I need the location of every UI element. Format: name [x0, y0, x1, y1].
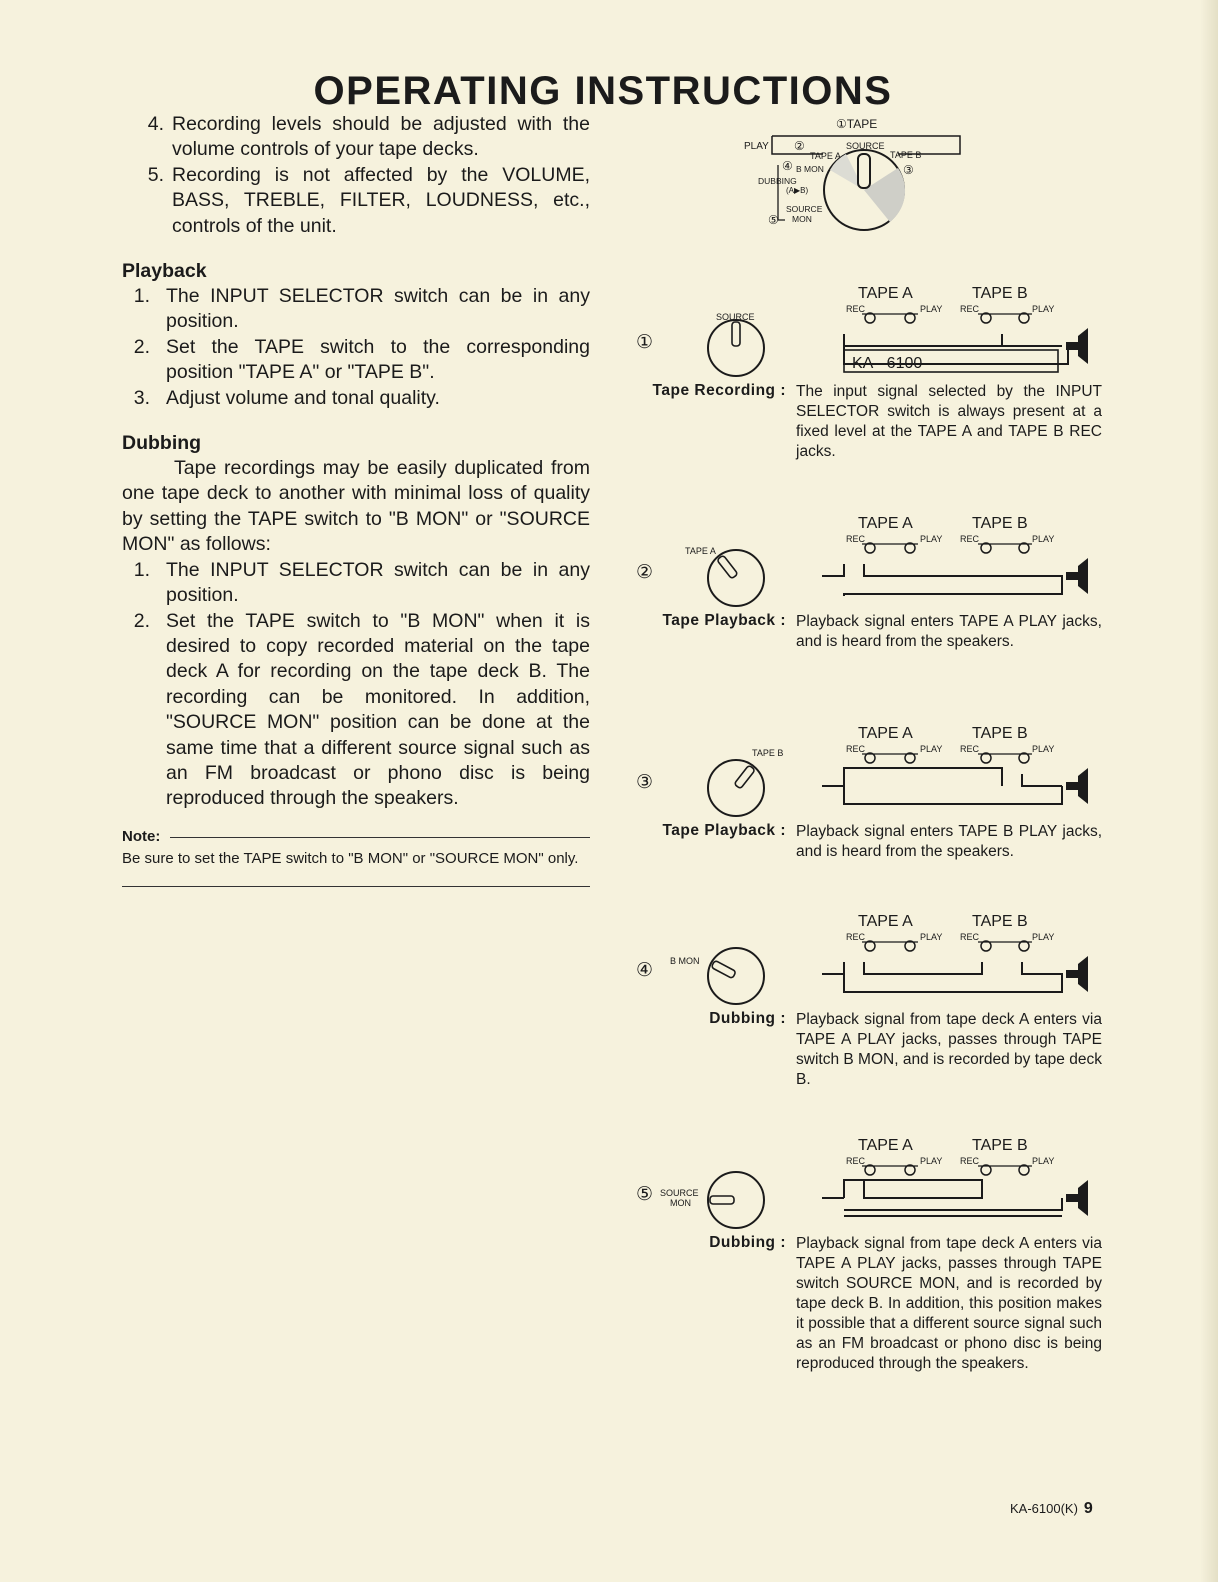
knob-pointer — [732, 322, 740, 346]
mode-label: Tape Recording : — [652, 382, 786, 399]
knob-label: SOURCE — [716, 312, 755, 322]
tape-switch-title: ①TAPE — [836, 117, 878, 131]
item-number: 4. — [147, 113, 164, 135]
rec-label: REC — [960, 534, 980, 544]
note-box — [122, 826, 590, 887]
knob-pointer — [717, 555, 738, 579]
tape-switch-diagram — [730, 112, 970, 238]
mode-marker: ③ — [636, 772, 654, 793]
mode-marker: ① — [636, 332, 654, 353]
rec-label: REC — [846, 932, 866, 942]
play-label: PLAY — [1032, 1156, 1055, 1166]
pos3-marker: ③ — [903, 163, 914, 177]
tape-b-position: TAPE B — [890, 150, 922, 160]
mode-label: Tape Playback : — [662, 822, 786, 839]
mode-description: Playback signal from tape deck A enters via TAPE A PLAY jacks, passes through TAPE switch B MON, and is recorded by tape deck B. — [796, 1011, 1102, 1088]
play-label: PLAY — [920, 744, 943, 754]
play-label: PLAY — [920, 1156, 943, 1166]
list-item — [122, 112, 590, 163]
item-text: The INPUT SELECTOR switch can be in any position. — [166, 558, 590, 607]
tape-b-label: TAPE B — [972, 725, 1028, 742]
item-number: 2. — [133, 335, 150, 358]
mode-knob — [660, 726, 784, 826]
left-column — [122, 112, 590, 887]
knob-pointer — [711, 960, 736, 978]
knob-label: TAPE A — [685, 546, 716, 556]
item-number: 3. — [133, 386, 150, 409]
source-mon-label-2: MON — [792, 214, 812, 224]
list-item — [122, 609, 590, 812]
tape-b-label: TAPE B — [972, 1137, 1028, 1154]
page-title: OPERATING INSTRUCTIONS — [313, 68, 893, 113]
item-number: 1. — [133, 285, 150, 308]
play-label: PLAY — [744, 141, 769, 152]
mode-description: Playback signal enters TAPE B PLAY jacks, and is heard from the speakers. — [796, 823, 1102, 860]
list-item — [122, 335, 590, 386]
signal-route — [822, 564, 1062, 596]
signal-path-diagram — [810, 906, 1110, 1006]
rec-label: REC — [960, 304, 980, 314]
mode-marker: ⑤ — [636, 1184, 654, 1205]
dubbing-heading: Dubbing — [122, 432, 202, 455]
mode-marker: ② — [636, 562, 654, 583]
list-item — [122, 386, 590, 411]
knob-pointer — [858, 154, 870, 188]
item-text: Recording is not affected by the VOLUME, BASS, TREBLE, FILTER, LOUDNESS, etc., controls of the unit. — [172, 163, 590, 237]
knob-circle — [708, 550, 764, 606]
knob-circle — [708, 948, 764, 1004]
item-text: Adjust volume and tonal quality. — [166, 386, 440, 409]
tape-a-label: TAPE A — [858, 725, 913, 742]
signal-route — [822, 1180, 1062, 1216]
rec-label: REC — [846, 744, 866, 754]
rec-label: REC — [960, 744, 980, 754]
knob-pointer — [710, 1196, 734, 1204]
note-header — [122, 826, 590, 848]
note-label: Note: — [122, 827, 161, 845]
source-mon-label-1: SOURCE — [786, 204, 823, 214]
mode-knob — [660, 914, 780, 1014]
list-item — [122, 163, 590, 239]
tape-b-label: TAPE B — [972, 515, 1028, 532]
mode-knob — [660, 286, 780, 386]
tape-a-label: TAPE A — [858, 285, 913, 302]
knob-label: SOURCE — [660, 1188, 699, 1198]
note-text: Be sure to set the TAPE switch to "B MON" or "SOURCE MON" only. — [122, 849, 579, 867]
speaker-icon — [1066, 956, 1088, 992]
speaker-icon — [1066, 1180, 1088, 1216]
tape-a-label: TAPE A — [858, 515, 913, 532]
signal-path-diagram — [810, 278, 1110, 378]
dubbing-bracket — [778, 165, 785, 220]
model-label: KA - 6100 — [852, 355, 923, 372]
dubbing-position: DUBBING — [758, 176, 797, 186]
b-mon-position: B MON — [796, 164, 824, 174]
rec-label: REC — [960, 1156, 980, 1166]
rec-label: REC — [846, 534, 866, 544]
rec-label: REC — [960, 932, 980, 942]
item-text: The INPUT SELECTOR switch can be in any position. — [166, 285, 590, 333]
page-number: 9 — [1083, 1500, 1093, 1517]
mode-description: Playback signal from tape deck A enters via TAPE A PLAY jacks, passes through TAPE switch SOURCE MON, and is recorded by tape deck B. In addition, this position makes it possible that a different source signal such as an FM broadcast or phono disc is being reproduced through the speakers. — [796, 1235, 1102, 1372]
note-bottom-divider — [122, 886, 590, 887]
tape-a-position: TAPE A — [810, 151, 841, 161]
tape-b-label: TAPE B — [972, 285, 1028, 302]
play-label: PLAY — [1032, 534, 1055, 544]
pos4-marker: ④ — [782, 159, 793, 173]
page-edge-shadow — [1200, 0, 1218, 1582]
note-divider — [170, 837, 590, 838]
rec-label: REC — [846, 304, 866, 314]
knob-label: B MON — [670, 956, 700, 966]
signal-path-diagram — [810, 718, 1110, 818]
speaker-icon — [1066, 558, 1088, 594]
mode-label: Dubbing : — [709, 1234, 786, 1251]
speaker-icon — [1066, 768, 1088, 804]
a-to-b-label: (A▶B) — [786, 186, 809, 195]
mode-label: Tape Playback : — [662, 612, 786, 629]
item-number: 1. — [133, 558, 150, 581]
signal-path-diagram — [810, 1130, 1110, 1230]
playback-heading: Playback — [122, 260, 207, 283]
dubbing-list — [122, 558, 590, 812]
tape-b-label: TAPE B — [972, 913, 1028, 930]
mode-label: Dubbing : — [709, 1010, 786, 1027]
pos5-marker: ⑤ — [768, 213, 779, 227]
knob-label: TAPE B — [752, 748, 784, 758]
knob-circle — [708, 760, 764, 816]
play-label: PLAY — [1032, 744, 1055, 754]
play-label: PLAY — [1032, 932, 1055, 942]
knob-pointer — [734, 765, 755, 789]
page-footer — [1010, 1500, 1093, 1518]
play-label: PLAY — [1032, 304, 1055, 314]
mode-marker: ④ — [636, 960, 654, 981]
pos2-marker: ② — [794, 139, 805, 153]
mode-description: Playback signal enters TAPE A PLAY jacks, and is heard from the speakers. — [796, 613, 1102, 650]
knob-label: MON — [670, 1198, 691, 1208]
play-label: PLAY — [920, 534, 943, 544]
play-label: PLAY — [920, 304, 943, 314]
intro-list — [122, 112, 590, 239]
item-text: Recording levels should be adjusted with the volume controls of your tape decks. — [172, 113, 590, 161]
list-item — [122, 558, 590, 609]
item-number: 2. — [133, 609, 150, 632]
footer-model: KA-6100(K) — [1010, 1501, 1078, 1516]
item-text: Set the TAPE switch to the corresponding position "TAPE A" or "TAPE B". — [166, 335, 590, 384]
speaker-icon — [1066, 328, 1088, 364]
mode-description: The input signal selected by the INPUT SELECTOR switch is always present at a fixed level at the TAPE A and TAPE B REC jacks. — [796, 383, 1102, 460]
tape-a-label: TAPE A — [858, 1137, 913, 1154]
signal-route — [822, 768, 1062, 804]
list-item — [122, 284, 590, 335]
signal-path-diagram — [810, 508, 1110, 608]
item-number: 5. — [147, 163, 164, 186]
item-text: Set the TAPE switch to "B MON" when it is desired to copy recorded material on the tape deck A for recording on the tape deck B. The recording can be monitored. In addition, "SOURCE MON" position can be done at the same time that a different source signal such as an FM broadcast or phono disc is being reproduced through the speakers. — [166, 609, 590, 810]
tape-a-label: TAPE A — [858, 913, 913, 930]
mode-knob — [660, 1138, 780, 1238]
signal-route — [822, 962, 1062, 992]
source-position: SOURCE — [846, 141, 885, 151]
rec-label: REC — [846, 1156, 866, 1166]
play-label: PLAY — [920, 932, 943, 942]
dubbing-intro: Tape recordings may be easily duplicated from one tape deck to another with minimal loss of quality by setting the TAPE switch to "B MON" or "SOURCE MON" as follows: — [122, 457, 590, 556]
mode-knob — [660, 516, 780, 616]
playback-list — [122, 284, 590, 411]
